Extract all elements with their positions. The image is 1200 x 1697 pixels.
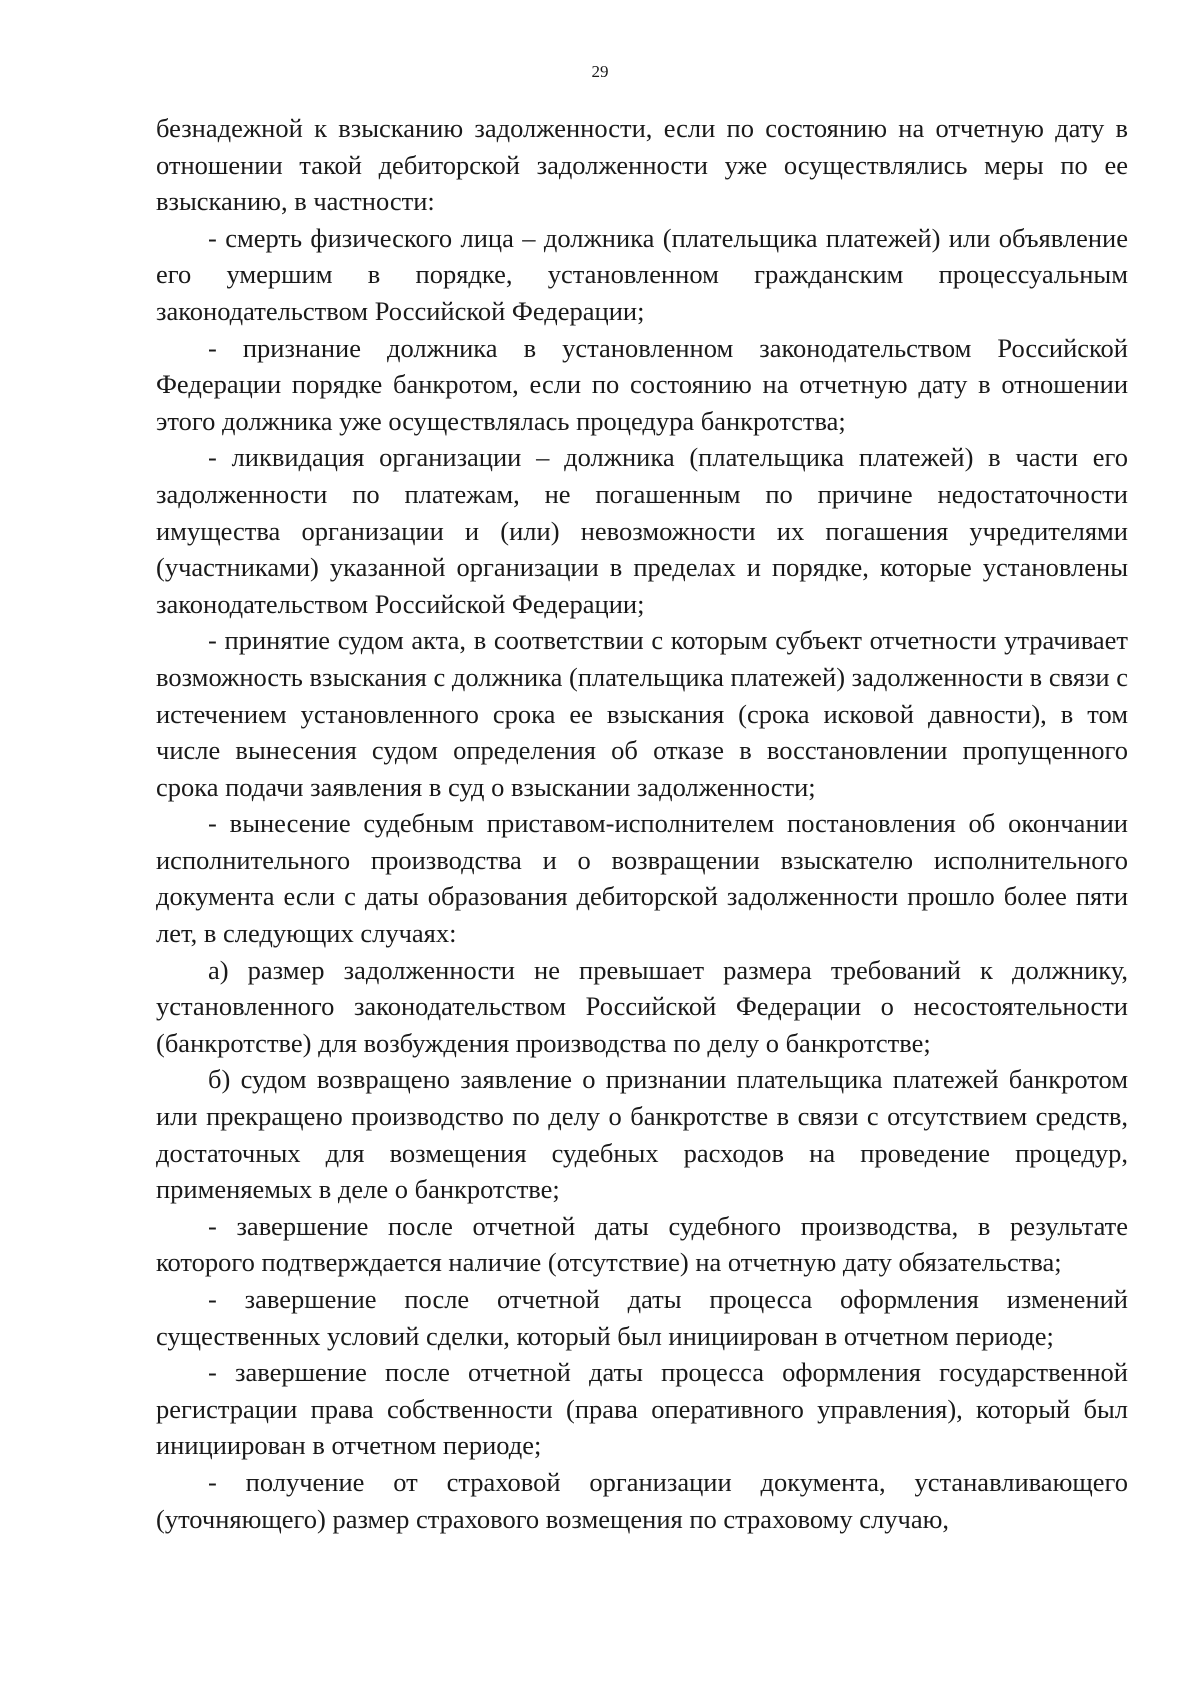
list-item-liquidation: - ликвидация организации – должника (плательщика платежей) в части его задолженности по платежам, не погашенным по причине недостаточности имущества организации и (или) невозможности их погашения учредителями (участниками) указанной организации в пределах и порядке, которые установлены законодательством Российской Федерации; bbox=[156, 442, 1128, 619]
sub-item-a: а) размер задолженности не превышает размера требований к должнику, установленного законодательством Российской Федерации о несостоятельности (банкротстве) для возбуждения производства по делу о банкротстве; bbox=[156, 954, 1128, 1058]
document-body bbox=[156, 110, 1128, 1537]
list-item-insurance-document: - получение от страховой организации документа, устанавливающего (уточняющего) размер страхового возмещения по страховому случаю, bbox=[156, 1466, 1128, 1534]
paragraph-continuation: безнадежной к взысканию задолженности, если по состоянию на отчетную дату в отношении такой дебиторской задолженности уже осуществлялись меры по ее взысканию, в частности: bbox=[156, 113, 1128, 217]
list-item-court-proceedings: - завершение после отчетной даты судебного производства, в результате которого подтверждается наличие (отсутствие) на отчетную дату обязательства; bbox=[156, 1210, 1128, 1278]
list-item-bankruptcy: - признание должника в установленном законодательством Российской Федерации порядке банкротом, если по состоянию на отчетную дату в отношении этого должника уже осуществлялась процедура банкротства; bbox=[156, 332, 1128, 436]
list-item-death-of-debtor: - смерть физического лица – должника (плательщика платежей) или объявление его умершим в порядке, установленном гражданским процессуальным законодательством Российской Федерации; bbox=[156, 222, 1128, 326]
list-item-state-registration: - завершение после отчетной даты процесса оформления государственной регистрации права собственности (права оперативного управления), который был инициирован в отчетном периоде; bbox=[156, 1357, 1128, 1461]
list-item-bailiff-decision: - вынесение судебным приставом-исполнителем постановления об окончании исполнительного производства и о возвращении взыскателю исполнительного документа если с даты образования дебиторской задолженности прошло более пяти лет, в следующих случаях: bbox=[156, 808, 1128, 949]
list-item-court-act: - принятие судом акта, в соответствии с которым субъект отчетности утрачивает возможность взыскания с должника (плательщика платежей) задолженности в связи с истечением установленного срока ее взыскания (срока исковой давности), в том числе вынесения судом определения об отказе в восстановлении пропущенного срока подачи заявления в суд о взыскании задолженности; bbox=[156, 625, 1128, 802]
sub-item-b: б) судом возвращено заявление о признании плательщика платежей банкротом или прекращено производство по делу о банкротстве в связи с отсутствием средств, достаточных для возмещения судебных расходов на проведение процедур, применяемых в деле о банкротстве; bbox=[156, 1064, 1128, 1205]
list-item-deal-terms: - завершение после отчетной даты процесса оформления изменений существенных условий сделки, который был инициирован в отчетном периоде; bbox=[156, 1284, 1128, 1351]
page-number: 29 bbox=[591, 62, 609, 81]
